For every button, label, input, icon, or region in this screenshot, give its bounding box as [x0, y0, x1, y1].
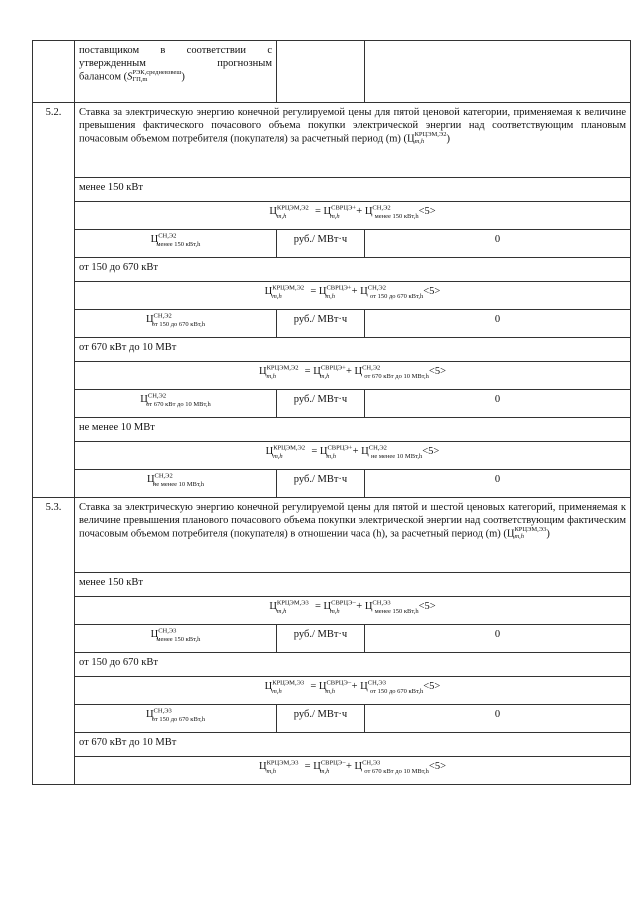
sup-index: СН,Э3 — [372, 599, 391, 607]
sub-index: m,h — [276, 608, 287, 616]
rate-row — [33, 705, 631, 733]
rate-row — [33, 625, 631, 653]
sup-index: СН,Э2 — [158, 232, 177, 240]
formula-plus: + Ц — [349, 446, 369, 457]
formula-cell — [75, 597, 631, 625]
unit-text: руб./ МВт·ч — [293, 394, 348, 405]
rate-symbol-cell — [75, 230, 277, 258]
carryover-row — [33, 41, 631, 103]
title-formula — [507, 527, 550, 541]
sub-index: ГП,m — [132, 76, 148, 83]
group-label: менее 150 кВт — [79, 577, 143, 588]
sup-index: СН,Э2 — [153, 312, 172, 320]
value-cell — [365, 390, 631, 418]
formula-plus: + Ц — [348, 286, 368, 297]
sup-index: СН,Э2 — [368, 444, 387, 452]
sup-index: СН,Э3 — [153, 707, 172, 715]
rate-symbol-cell — [75, 470, 277, 498]
formula-eq: = Ц — [308, 446, 328, 457]
sup-index: КРЦЭМ,Э2 — [272, 284, 305, 292]
sub-index: m,h — [325, 688, 335, 696]
sub-index: m,h — [319, 373, 330, 381]
rate-symbol — [145, 707, 206, 724]
value-cell — [365, 230, 631, 258]
symbol-c: Ц — [145, 709, 154, 720]
sub-index: m,h — [414, 138, 425, 145]
sub-index: m,h — [326, 453, 336, 461]
formula — [269, 204, 436, 221]
formula-cell — [75, 282, 631, 310]
sup-index: СН,Э2 — [154, 472, 173, 480]
sub-index: m,h — [266, 373, 277, 381]
value-cell — [365, 310, 631, 338]
formula-row — [33, 442, 631, 470]
rate-symbol — [150, 232, 201, 249]
sup-index: СВРЦЭ− — [326, 679, 352, 687]
value-cell — [365, 470, 631, 498]
symbol-c: Ц — [258, 366, 267, 377]
section-number — [33, 103, 75, 498]
unit-text: руб./ МВт·ч — [293, 629, 348, 640]
sub-index: m,h — [272, 293, 282, 301]
formula-row — [33, 282, 631, 310]
sub-index: менее 150 кВт,h — [156, 636, 201, 644]
symbol-c: Ц — [145, 314, 154, 325]
sup-index: КРЦЭМ,Э2 — [266, 364, 299, 372]
section-header-row — [33, 103, 631, 178]
unit-cell — [277, 625, 365, 653]
unit-cell — [277, 230, 365, 258]
sub-index: от 670 кВт до 10 МВт,h — [146, 401, 211, 409]
value-text: 0 — [494, 474, 501, 485]
formula-eq: = Ц — [302, 761, 321, 772]
rate-symbol-cell — [75, 705, 277, 733]
sup-index: КРЦЭМ,Э2 — [414, 131, 447, 138]
sub-index: m,h — [514, 533, 525, 540]
rate-symbol — [150, 627, 201, 644]
group-label: от 670 кВт до 10 МВт — [79, 342, 177, 353]
sub-index: не менее 10 МВт,h — [152, 481, 205, 489]
formula-row — [33, 677, 631, 705]
sup-index: СН,Э2 — [362, 364, 381, 372]
rate-row — [33, 230, 631, 258]
sup-index: КРЦЭМ,Э3 — [266, 759, 299, 767]
desc-line — [79, 70, 272, 84]
title-end: ) — [446, 133, 450, 145]
sub-index: не менее 10 МВт,h — [370, 453, 423, 461]
carryover-desc — [75, 41, 277, 103]
rate-symbol — [146, 472, 205, 489]
section-number-text: 5.3. — [45, 502, 62, 513]
formula-plus: + Ц — [353, 601, 373, 612]
unit-text: руб./ МВт·ч — [293, 474, 348, 485]
symbol-c: Ц — [150, 234, 159, 245]
group-label-cell — [75, 653, 631, 677]
sup-index: КРЦЭМ,Э3 — [272, 679, 305, 687]
group-label: от 150 до 670 кВт — [79, 657, 158, 668]
sup-index: СВРЦЭ+ — [320, 364, 346, 372]
formula-eq: = Ц — [307, 681, 327, 692]
desc-end: ) — [181, 71, 185, 83]
rate-symbol-cell — [75, 625, 277, 653]
group-label-cell — [75, 338, 631, 362]
section-title: Ставка за электрическую энергию конечной регулируемой цены для пятой и шестой ценовых категорий, применяемая к величине превышения планового почасового объема покупки электрической энергии над соответствующим фактическим почасовым объемом потребителя (покупателя) в отношении часа (h), за расчетный период (m) ( — [79, 502, 626, 540]
formula-eq: = Ц — [307, 286, 327, 297]
group-label-row — [33, 573, 631, 597]
value-cell — [365, 625, 631, 653]
sub-index: от 670 кВт до 10 МВт,h — [364, 373, 429, 381]
sub-index: менее 150 кВт,h — [374, 608, 419, 616]
group-label-cell — [75, 733, 631, 757]
sup-index: КРЦЭМ,Э3 — [514, 526, 547, 533]
rate-symbol — [145, 312, 206, 329]
rate-symbol-cell — [75, 390, 277, 418]
section-title-cell — [75, 498, 631, 573]
group-label-row — [33, 258, 631, 282]
s-indices — [132, 69, 181, 83]
formula — [258, 364, 447, 381]
sup-index: СН,Э3 — [158, 627, 177, 635]
formula-row — [33, 757, 631, 785]
sub-index: m,h — [319, 768, 330, 776]
value-text: 0 — [494, 629, 501, 640]
group-label-row — [33, 418, 631, 442]
group-label-row — [33, 733, 631, 757]
sup-index: СВРЦЭ+ — [326, 284, 352, 292]
sub-index: менее 150 кВт,h — [374, 213, 419, 221]
sup-index: СН,Э2 — [147, 392, 167, 400]
formula-row — [33, 362, 631, 390]
symbol-c: Ц — [140, 394, 148, 405]
group-label-row — [33, 338, 631, 362]
desc-line: поставщиком в соответствии с — [79, 45, 272, 56]
sup-index: КРЦЭМ,Э2 — [276, 204, 309, 212]
formula — [265, 444, 440, 461]
formula-eq: = Ц — [302, 366, 321, 377]
symbol-c: Ц — [269, 206, 277, 217]
formula-ref: <5> — [418, 206, 436, 217]
formula-cell — [75, 362, 631, 390]
formula-ref: <5> — [428, 761, 447, 772]
formula-eq: = Ц — [312, 601, 332, 612]
group-label: не менее 10 МВт — [79, 422, 155, 433]
desc-text: балансом ( — [79, 71, 128, 83]
symbol-c: Ц — [146, 474, 155, 485]
section-number-text: 5.2. — [45, 107, 62, 118]
sub-index: m,h — [266, 768, 277, 776]
symbol-c: Ц — [269, 601, 277, 612]
value-text: 0 — [494, 709, 501, 720]
symbol-c: Ц — [150, 629, 159, 640]
symbol-c: Ц — [264, 681, 273, 692]
formula-plus: + Ц — [348, 681, 368, 692]
rate-row — [33, 390, 631, 418]
value-text: 0 — [494, 234, 501, 245]
formula-ref: <5> — [422, 446, 440, 457]
sup-index: СН,Э2 — [372, 204, 391, 212]
value-text: 0 — [494, 394, 501, 405]
symbol-c: Ц — [258, 761, 267, 772]
section-title-cell — [75, 103, 631, 178]
sub-index: от 150 до 670 кВт,h — [369, 688, 424, 696]
formula — [264, 284, 441, 301]
desc-line: утвержденным прогнозным — [79, 58, 272, 69]
sup-index: СН,Э3 — [362, 759, 381, 767]
rate-row — [33, 310, 631, 338]
sub-index: m,h — [330, 213, 340, 221]
formula — [264, 679, 441, 696]
formula-plus: + Ц — [353, 206, 373, 217]
sub-index: m,h — [330, 608, 340, 616]
formula-cell — [75, 677, 631, 705]
formula-cell — [75, 757, 631, 785]
unit-cell — [277, 310, 365, 338]
sup-index: СН,Э3 — [367, 679, 386, 687]
value-text: 0 — [494, 314, 501, 325]
unit-text: руб./ МВт·ч — [293, 709, 348, 720]
sup-index: СВРЦЭ+ — [327, 444, 353, 452]
symbol-c: Ц — [506, 528, 515, 540]
group-label-row — [33, 178, 631, 202]
formula-cell — [75, 442, 631, 470]
sup-index: СВРЦЭ− — [331, 599, 357, 607]
formula-ref: <5> — [423, 681, 441, 692]
section-title: Ставка за электрическую энергию конечной регулируемой цены для пятой ценовой категории, применяемая к величине превышения фактического почасового объема покупки электрической энергии над соответствующим плановым почасовым объемом потребителя (покупателя) за расчетный период (m) ( — [79, 107, 626, 145]
formula-ref: <5> — [428, 366, 447, 377]
unit-cell — [277, 705, 365, 733]
group-label-cell — [75, 178, 631, 202]
formula — [269, 599, 436, 616]
formula-plus: + Ц — [343, 366, 363, 377]
sub-index: от 150 до 670 кВт,h — [369, 293, 424, 301]
group-label: от 670 кВт до 10 МВт — [79, 737, 177, 748]
formula — [258, 759, 447, 776]
sub-index: от 150 до 670 кВт,h — [151, 716, 206, 724]
section-header-row — [33, 498, 631, 573]
unit-text: руб./ МВт·ч — [293, 234, 348, 245]
formula-ref: <5> — [418, 601, 436, 612]
symbol-s: S — [127, 71, 133, 83]
group-label-cell — [75, 573, 631, 597]
sub-index: от 670 кВт до 10 МВт,h — [364, 768, 429, 776]
group-label: от 150 до 670 кВт — [79, 262, 158, 273]
sub-index: m,h — [276, 213, 287, 221]
unit-cell — [277, 390, 365, 418]
sup-index: РЭК,средневзвеш — [132, 69, 182, 76]
empty-unit-cell — [277, 41, 365, 103]
sub-index: m,h — [273, 453, 283, 461]
empty-num-cell — [33, 41, 75, 103]
tariff-table — [32, 40, 631, 785]
sub-index: m,h — [325, 293, 335, 301]
formula-row — [33, 597, 631, 625]
sub-index: от 150 до 670 кВт,h — [151, 321, 206, 329]
unit-cell — [277, 470, 365, 498]
title-end: ) — [546, 528, 550, 540]
section-number — [33, 498, 75, 785]
rate-row — [33, 470, 631, 498]
rate-symbol — [140, 392, 211, 409]
title-formula — [407, 132, 450, 146]
symbol-c: Ц — [265, 446, 274, 457]
sub-index: менее 150 кВт,h — [156, 241, 201, 249]
formula-cell — [75, 202, 631, 230]
group-label-row — [33, 653, 631, 677]
symbol-c: Ц — [264, 286, 273, 297]
sup-index: СН,Э2 — [367, 284, 386, 292]
sup-index: СВРЦЭ+ — [331, 204, 357, 212]
group-label-cell — [75, 258, 631, 282]
formula-ref: <5> — [423, 286, 441, 297]
formula-eq: = Ц — [312, 206, 332, 217]
group-label-cell — [75, 418, 631, 442]
sup-index: КРЦЭМ,Э2 — [273, 444, 306, 452]
unit-text: руб./ МВт·ч — [293, 314, 348, 325]
symbol-c: Ц — [406, 133, 415, 145]
sub-index: m,h — [272, 688, 282, 696]
group-label: менее 150 кВт — [79, 182, 143, 193]
formula-row — [33, 202, 631, 230]
sup-index: СВРЦЭ− — [320, 759, 346, 767]
value-cell — [365, 705, 631, 733]
empty-value-cell — [365, 41, 631, 103]
rate-symbol-cell — [75, 310, 277, 338]
sup-index: КРЦЭМ,Э3 — [276, 599, 309, 607]
formula-plus: + Ц — [343, 761, 363, 772]
